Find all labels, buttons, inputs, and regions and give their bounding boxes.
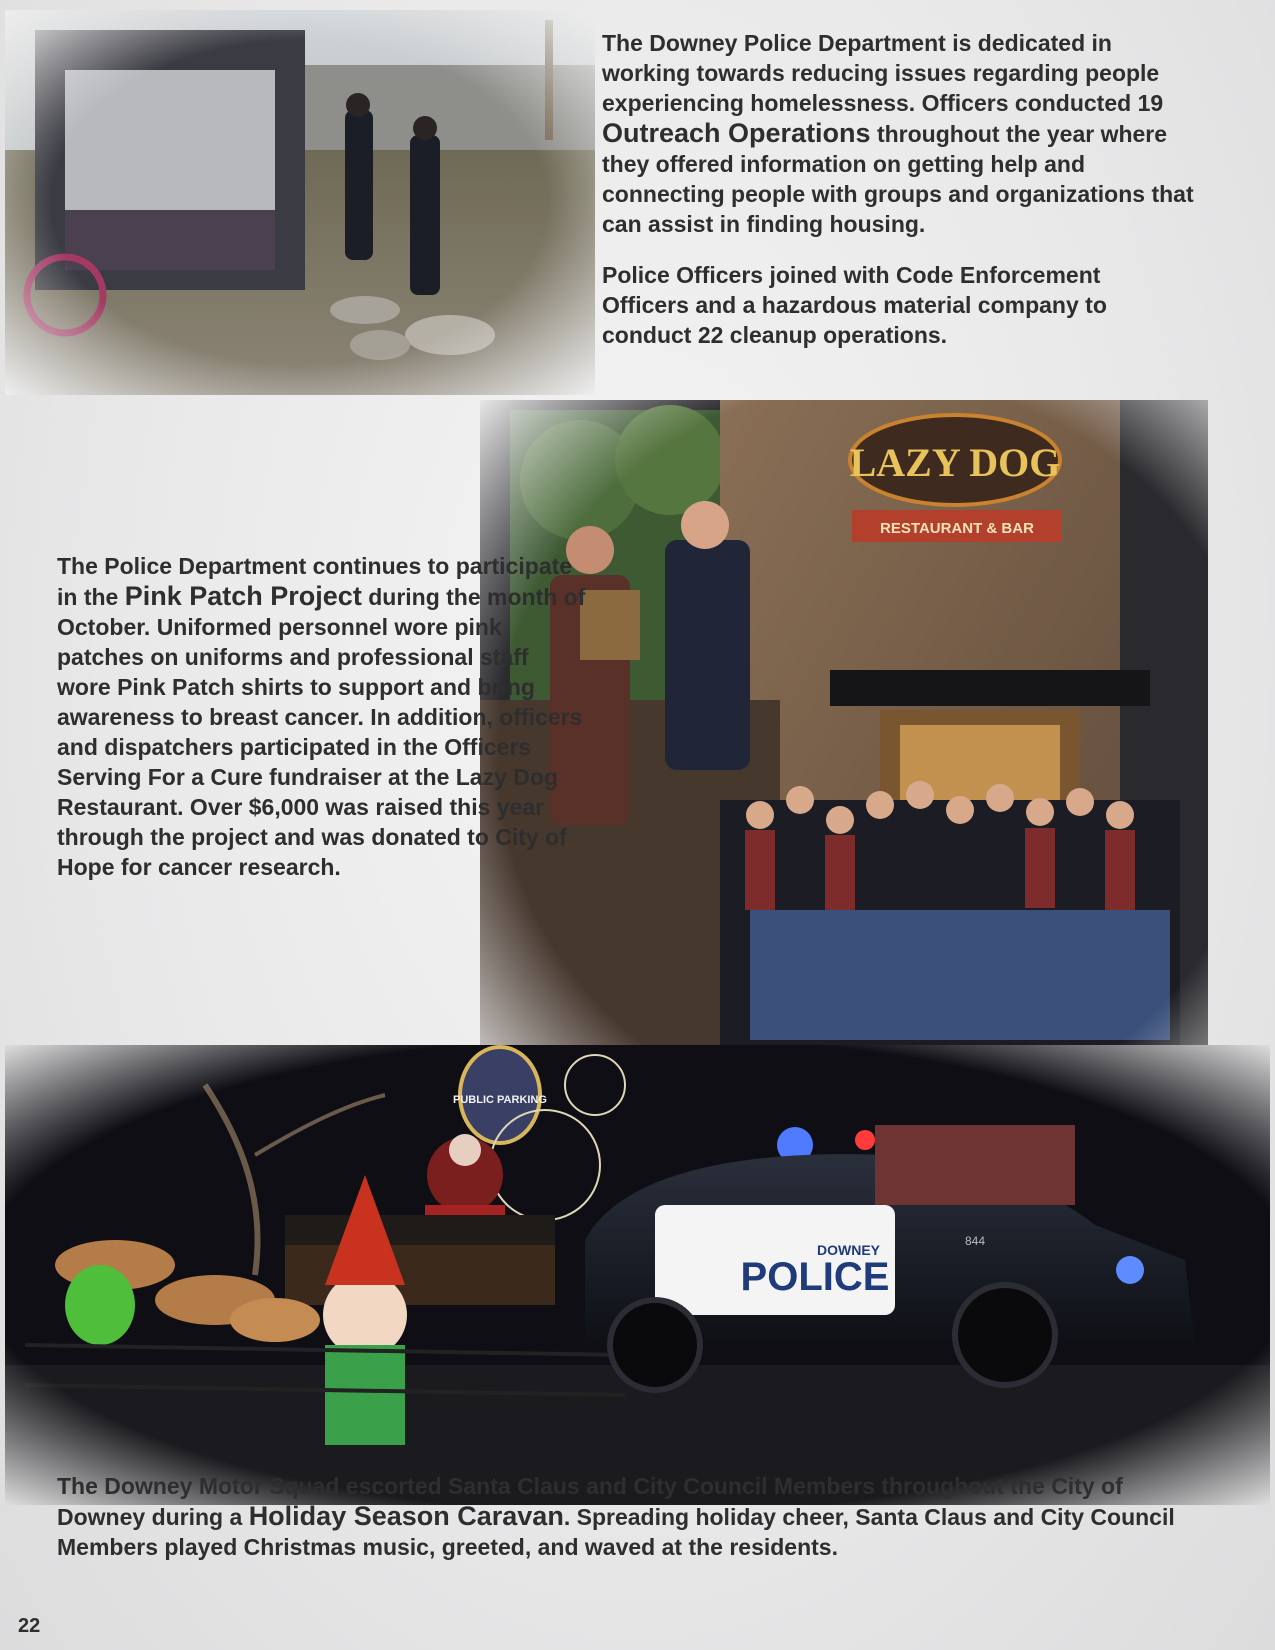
- outreach-text-post: throughout the year where they offered information on getting help and connecting people with groups and organizations that can assist in finding housing.: [602, 121, 1194, 237]
- pink-patch-text-pre: The Police Department continues to participate in the: [57, 553, 573, 610]
- pink-patch-text-post: during the month of October. Uniformed personnel wore pink patches on uniforms and professional staff wore Pink Patch shirts to support and bring awareness to breast cancer. In addition, officers and dispatchers participated in the Officers Serving For a Cure fundraiser at the Lazy Dog Restaurant. Over $6,000 was raised this year through the project and was donated to City of Hope for cancer research.: [57, 584, 586, 880]
- outreach-text-pre: The Downey Police Department is dedicated in working towards reducing issues regarding people experiencing homelessness. Officers conducted 19: [602, 30, 1164, 116]
- cleanup-paragraph: [602, 260, 1162, 350]
- pink-patch-paragraph: [57, 551, 587, 882]
- caravan-text-post: . Spreading holiday cheer, Santa Claus and City Council Members played Christmas music, greeted, and waved at the residents.: [57, 1504, 1175, 1560]
- lazy-dog-photo: [480, 400, 1208, 1105]
- caravan-text-pre: The Downey Motor Squad escorted Santa Claus and City Council Members throughout the City of Downey during a: [57, 1473, 1123, 1530]
- cleanup-text: Police Officers joined with Code Enforcement Officers and a hazardous material company to conduct 22 cleanup operations.: [602, 262, 1107, 348]
- pink-patch-emphasis: Pink Patch Project: [124, 581, 362, 611]
- caravan-emphasis: Holiday Season Caravan: [248, 1501, 564, 1531]
- holiday-caravan-photo: [5, 1045, 1270, 1505]
- caravan-paragraph: [57, 1471, 1207, 1562]
- outreach-paragraph: [602, 28, 1202, 239]
- outreach-emphasis: Outreach Operations: [602, 118, 871, 148]
- page-number: 22: [18, 1615, 41, 1637]
- encampment-photo: [5, 10, 595, 395]
